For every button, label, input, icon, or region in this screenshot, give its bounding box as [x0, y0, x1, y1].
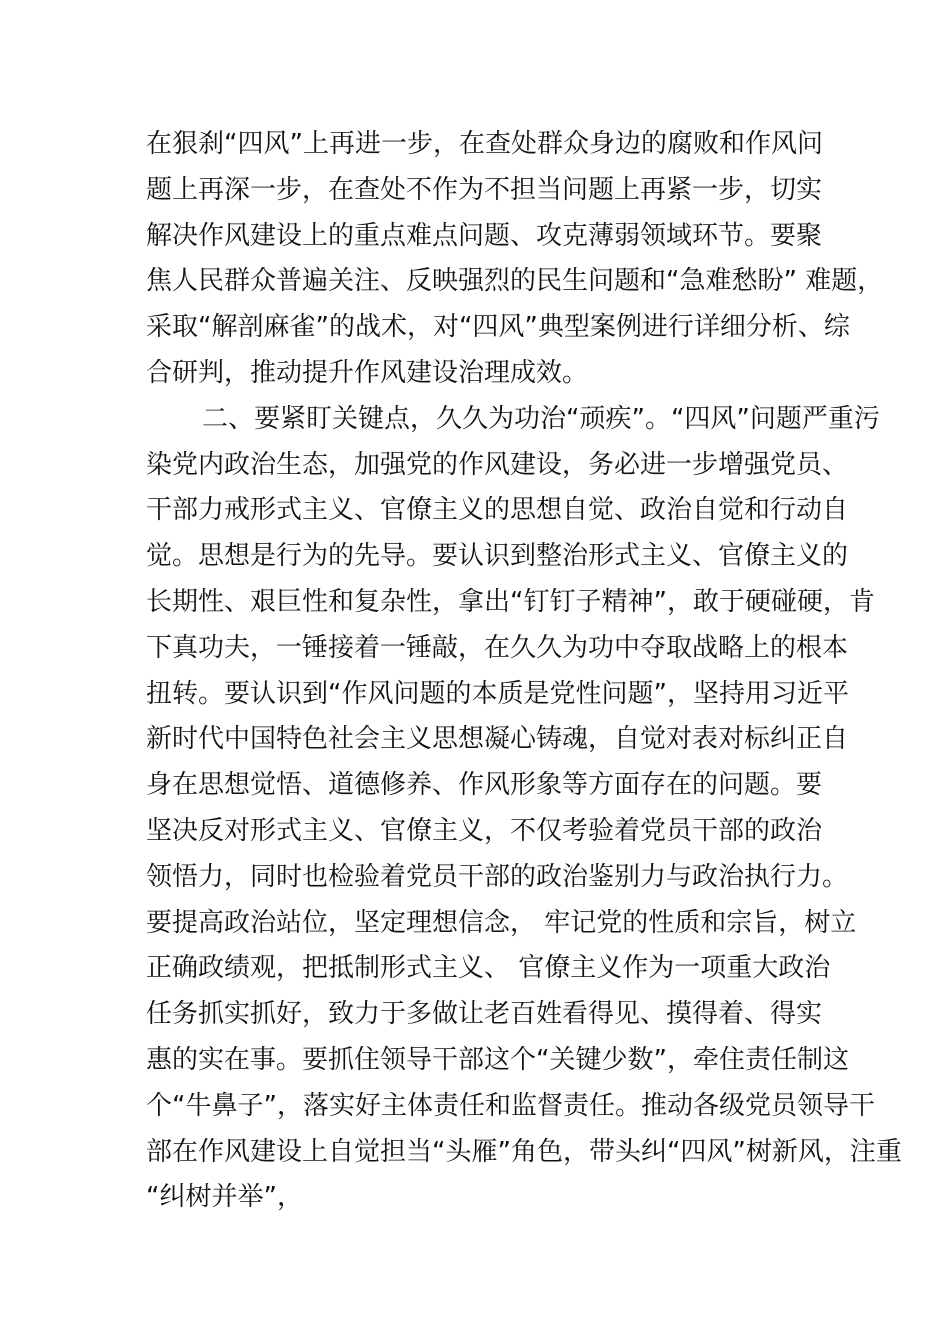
text-line: 坚决反对形式主义、官僚主义，不仅考验着党员干部的政治 — [146, 815, 823, 846]
text-line: 个“牛鼻子”，落实好主体责任和监督责任。推动各级党员领导干 — [146, 1090, 875, 1121]
text-line: 惠的实在事。要抓住领导干部这个“关键少数”，牵住责任制这 — [146, 1044, 849, 1075]
text-line: 解决作风建设上的重点难点问题、攻克薄弱领域环节。要聚 — [146, 220, 823, 251]
text-line: 领悟力，同时也检验着党员干部的政治鉴别力与政治执行力。 — [146, 861, 849, 892]
section-heading-line: 二、要紧盯关键点，久久为功治“顽疾”。“四风”问题严重污 — [202, 403, 880, 434]
text-line: 下真功夫，一锤接着一锤敲，在久久为功中夺取战略上的根本 — [146, 632, 849, 663]
text-line: 身在思想觉悟、道德修养、作风形象等方面存在的问题。要 — [146, 770, 823, 801]
text-line: 要提高政治站位，坚定理想信念， 牢记党的性质和宗旨，树立 — [146, 907, 857, 938]
text-line: 扭转。要认识到“作风问题的本质是党性问题”，坚持用习近平 — [146, 678, 849, 709]
text-line: 正确政绩观，把抵制形式主义、 官僚主义作为一项重大政治 — [146, 953, 831, 984]
body-text — [146, 122, 902, 1221]
text-line: 在狠刹“四风”上再进一步，在查处群众身边的腐败和作风问 — [146, 129, 823, 159]
text-line: 题上再深一步，在查处不作为不担当问题上再紧一步，切实 — [146, 174, 823, 205]
text-line: 合研判，推动提升作风建设治理成效。 — [146, 357, 589, 388]
text-line: “纠树并举”， — [146, 1182, 303, 1213]
text-line: 新时代中国特色社会主义思想凝心铸魂，自觉对表对标纠正自 — [146, 724, 849, 755]
text-line: 任务抓实抓好，致力于多做让老百姓看得见、摸得着、得实 — [146, 999, 823, 1030]
text-line: 染党内政治生态，加强党的作风建设，务必进一步增强党员、 — [146, 449, 849, 480]
text-line: 部在作风建设上自觉担当“头雁”角色，带头纠“四风”树新风，注重 — [146, 1136, 902, 1167]
text-line: 长期性、艰巨性和复杂性，拿出“钉钉子精神”，敢于硬碰硬，肯 — [146, 586, 875, 617]
text-line: 采取“解剖麻雀”的战术，对“四风”典型案例进行详细分析、综 — [146, 312, 850, 343]
text-line: 焦人民群众普遍关注、反映强烈的民生问题和“急难愁盼” 难题， — [146, 266, 884, 297]
text-line: 干部力戒形式主义、官僚主义的思想自觉、政治自觉和行动自 — [146, 495, 849, 526]
text-line: 觉。思想是行为的先导。要认识到整治形式主义、官僚主义的 — [146, 541, 849, 572]
